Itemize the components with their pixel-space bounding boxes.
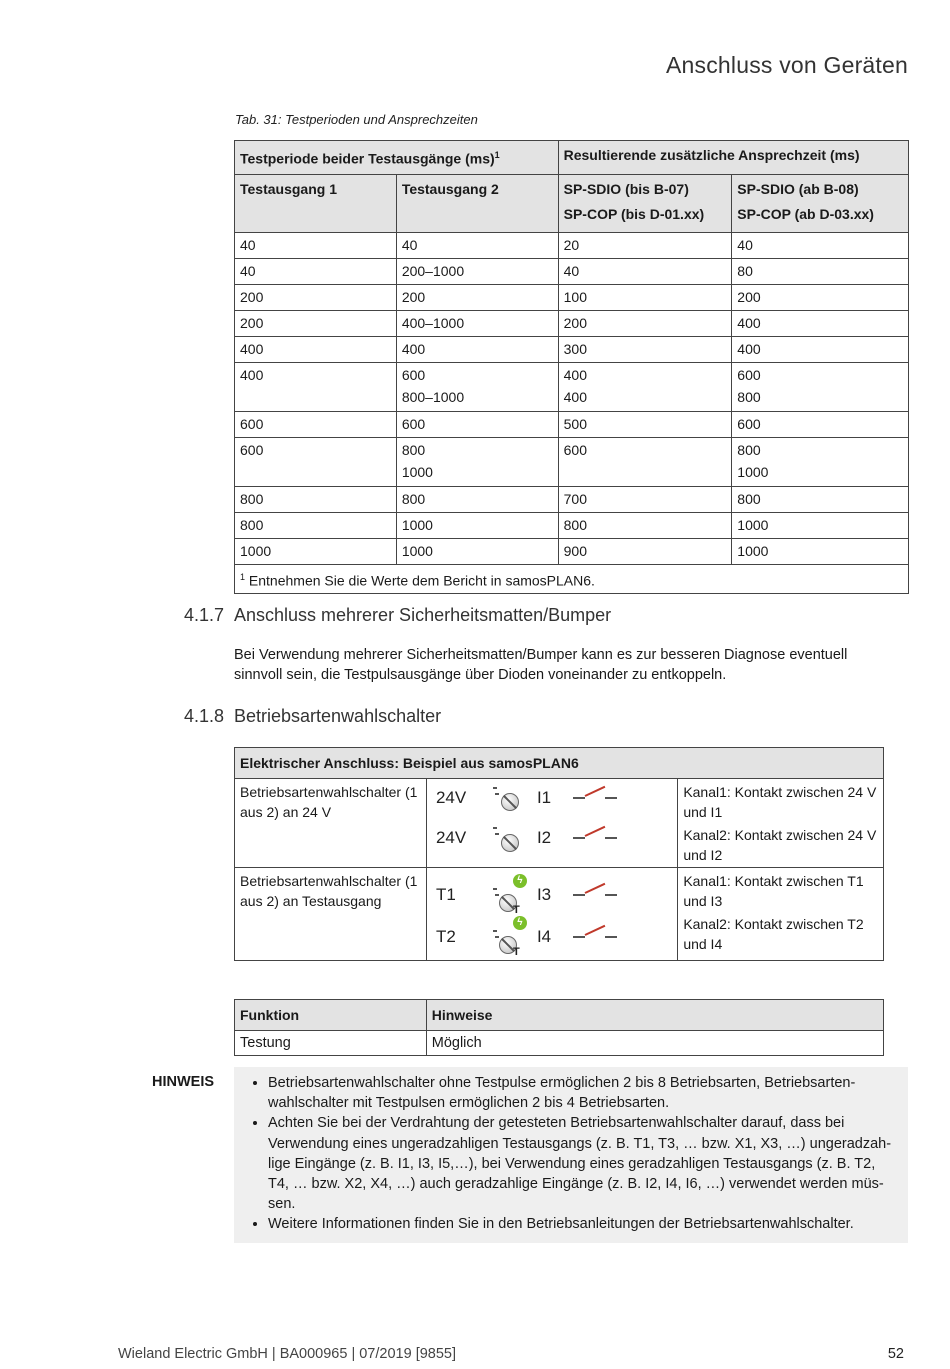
table-footnote-row: $^1$ Entnehmen Sie die Werte dem Bericht in samosPLAN6. <box>235 564 909 594</box>
row-description-test-output: Kanal1: Kontakt zwischen T1 und I3 Kanal2: Kontakt zwischen T2 und I4 <box>678 868 884 961</box>
contact-symbol-icon <box>573 928 617 942</box>
col-header-notes: Hinweise <box>426 1000 883 1031</box>
switch-tick-icon <box>495 833 499 835</box>
table-row: 1000 1000 900 1000 <box>235 538 909 564</box>
terminal-label: I4 <box>536 927 552 946</box>
terminal-label: T1 <box>435 885 456 904</box>
notice-item: • Betriebsartenwahlschalter ohne Testpulse ermöglichen 2 bis 8 Betriebsarten, Betriebsartenwahlschalter mit Testpulsen ermöglichen 2 bis 4 Betriebsarten. <box>268 1073 896 1113</box>
col-header-test-output-1: Testausgang 1 <box>235 174 397 232</box>
row-description-24v: Kanal1: Kontakt zwischen 24 V und I1 Kanal2: Kontakt zwischen 24 V und I2 <box>678 779 884 868</box>
terminal-label: I3 <box>536 885 552 904</box>
test-period-table <box>234 140 909 594</box>
section-paragraph: Bei Verwendung mehrerer Sicherheitsmatten/Bumper kann es zur besseren Diagnose eventuell sinnvoll sein, die Testpulsausgänge über Dioden voneinander zu entkoppeln. <box>234 647 848 683</box>
switch-tick-icon <box>495 894 499 896</box>
contact-symbol-icon <box>573 886 617 900</box>
table-header-response-time: Resultierende zusätzliche Ansprechzeit (ms) <box>558 141 908 175</box>
row-label-24v: Betriebsartenwahlschalter (1 aus 2) an 24 V <box>235 779 427 868</box>
switch-tick-icon <box>493 827 497 829</box>
terminal-label: 24V <box>435 828 467 847</box>
contact-symbol-icon <box>573 829 617 843</box>
page-header-title: Anschluss von Geräten <box>666 52 908 78</box>
test-badge-icon: T <box>512 946 520 958</box>
switch-tick-icon <box>493 930 497 932</box>
electrical-connection-table <box>234 747 884 961</box>
notice-box <box>234 1067 908 1243</box>
test-pulse-bolt-icon: ϟ <box>513 874 527 888</box>
switch-tick-icon <box>493 888 497 890</box>
notice-item: • Achten Sie bei der Verdrahtung der getesteten Betriebsartenwahlschalter darauf, dass bei Verwendung eines ungeradzahligen Testausgangs (z. B. T1, T3, … bzw. X1, X3, …) ungeradzahlige Eingänge (z. B. I1, I3, I5,…), bei Verwendung eines geradzahligen Testausgangs (z. B. T2, T4, … bzw. X2, X4, …) auch geradzahlige Eingänge (z. B. I2, I4, I6, …) verwendet werden müssen. <box>268 1113 896 1214</box>
footer-publisher: Wieland Electric GmbH | BA000965 | 07/2019 [9855] <box>118 1346 457 1362</box>
terminal-label: T2 <box>435 927 456 946</box>
row-label-test-output: Betriebsartenwahlschalter (1 aus 2) an Testausgang <box>235 868 427 961</box>
table-row: 600 800 1000 600 800 1000 <box>235 437 909 486</box>
table-row: 40 200–1000 40 80 <box>235 258 909 284</box>
table-row: 400 600 800–1000 400 400 600 800 <box>235 362 909 411</box>
table-row: 200 200 100 200 <box>235 284 909 310</box>
table-row: 600 600 500 600 <box>235 411 909 437</box>
function-table <box>234 999 884 1056</box>
contact-symbol-icon <box>573 789 617 803</box>
terminal-label: I1 <box>536 788 552 807</box>
table-row: 800 1000 800 1000 <box>235 512 909 538</box>
wiring-diagram-test-output <box>426 868 677 961</box>
table-row: 800 800 700 800 <box>235 486 909 512</box>
col-header-test-output-2: Testausgang 2 <box>396 174 558 232</box>
col-header-function: Funktion <box>235 1000 427 1031</box>
col-header-sdio-old: SP-SDIO (bis B-07) SP-COP (bis D-01.xx) <box>558 174 732 232</box>
table-row: 400 400 300 400 <box>235 336 909 362</box>
page-number: 52 <box>887 1346 904 1362</box>
test-badge-icon: T <box>512 904 520 916</box>
table-row: Testung Möglich <box>235 1031 884 1056</box>
terminal-label: I2 <box>536 828 552 847</box>
notice-label: HINWEIS <box>152 1074 215 1090</box>
col-header-sdio-new: SP-SDIO (ab B-08) SP-COP (ab D-03.xx) <box>732 174 909 232</box>
table-row: 40 40 20 40 <box>235 232 909 258</box>
table-row: 200 400–1000 200 400 <box>235 310 909 336</box>
table-header-electrical: Elektrischer Anschluss: Beispiel aus samosPLAN6 <box>235 748 884 779</box>
selector-knob-icon <box>501 793 519 811</box>
selector-knob-icon <box>501 834 519 852</box>
switch-tick-icon <box>495 793 499 795</box>
terminal-label: 24V <box>435 788 467 807</box>
test-pulse-bolt-icon: ϟ <box>513 916 527 930</box>
table-header-test-period: Testperiode beider Testausgänge (ms)$^1$ <box>235 141 559 175</box>
switch-tick-icon <box>493 787 497 789</box>
wiring-diagram-24v <box>426 779 677 868</box>
notice-item: • Weitere Informationen finden Sie in den Betriebsanleitungen der Betriebsartenwahlschalter. <box>268 1214 896 1234</box>
table-caption: Tab. 31: Testperioden und Ansprechzeiten <box>235 112 478 127</box>
switch-tick-icon <box>495 936 499 938</box>
